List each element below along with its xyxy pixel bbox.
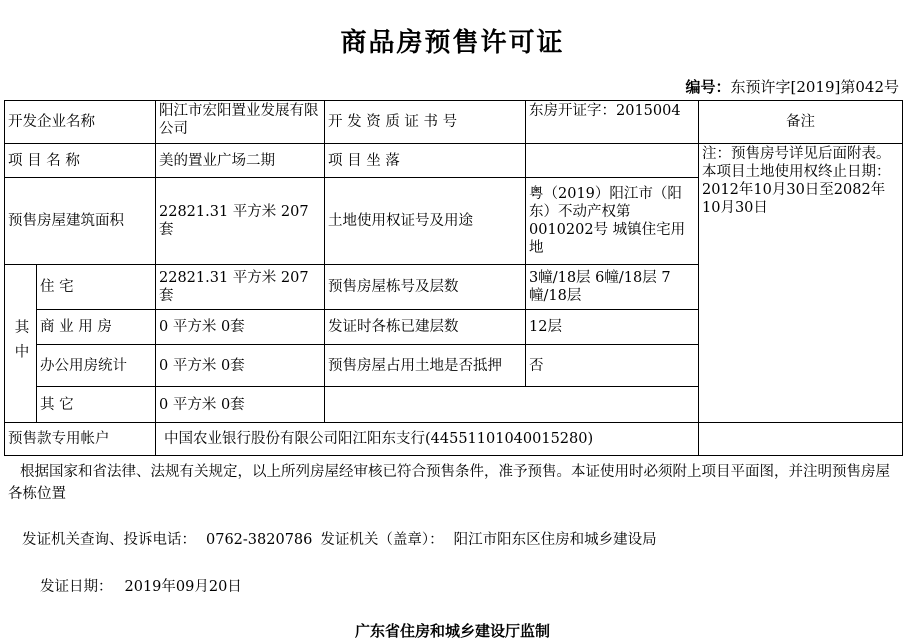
license-table xyxy=(4,100,903,456)
qualification-label: 开 发 资 质 证 书 号 xyxy=(324,100,526,144)
project-name-label: 项 目 名 称 xyxy=(4,143,156,178)
project-name-value: 美的置业广场二期 xyxy=(155,143,325,178)
certificate-title: 商品房预售许可证 xyxy=(340,28,565,58)
commercial-value: 0 平方米 0套 xyxy=(155,309,325,345)
developer-value: 阳江市宏阳置业发展有限公司 xyxy=(155,100,325,144)
mortgage-value: 否 xyxy=(525,344,699,387)
area-label: 预售房屋建筑面积 xyxy=(4,177,156,265)
account-value: 中国农业银行股份有限公司阳江阳东支行(44551101040015280) xyxy=(155,422,699,456)
account-label: 预售款专用帐户 xyxy=(4,422,156,456)
number-label: 编号： xyxy=(685,78,731,96)
phone-label: 发证机关查询、投诉电话： xyxy=(22,532,196,548)
commercial-label: 商 业 用 房 xyxy=(36,309,156,345)
issue-date-line xyxy=(40,576,540,598)
certificate-number xyxy=(685,76,899,97)
number-value: 东预许字[2019]第042号 xyxy=(730,78,899,96)
qizhong-label: 其中 xyxy=(4,264,37,423)
blank-cell xyxy=(324,386,699,423)
location-label: 项 目 坐 落 xyxy=(324,143,526,178)
issue-date-label: 发证日期： xyxy=(40,579,113,595)
residential-label: 住 宅 xyxy=(36,264,156,310)
buildings-label: 预售房屋栋号及层数 xyxy=(324,264,526,310)
authority-label: 发证机关（盖章）： xyxy=(320,532,444,548)
office-value: 0 平方米 0套 xyxy=(155,344,325,387)
developer-label: 开发企业名称 xyxy=(4,100,156,144)
other-label: 其 它 xyxy=(36,386,156,423)
qualification-value: 东房开证字：2015004 xyxy=(525,100,699,144)
remarks-value: 注：预售房号详见后面附表。 本项目土地使用权终止日期：2012年10月30日至2082年10月30日 xyxy=(698,143,903,423)
mortgage-label: 预售房屋占用土地是否抵押 xyxy=(324,344,526,387)
issue-date-value: 2019年09月20日 xyxy=(124,579,242,595)
land-label: 土地使用权证号及用途 xyxy=(324,177,526,265)
floors-label: 发证时各栋已建层数 xyxy=(324,309,526,345)
buildings-value: 3幢/18层 6幢/18层 7幢/18层 xyxy=(525,264,699,310)
phone-number: 0762-3820786 xyxy=(206,532,313,548)
statement-text: 根据国家和省法律、法规有关规定，以上所列房屋经审核已符合预售条件，准予预售。本证使用时必须附上项目平面图，并注明预售房屋各栋位置 xyxy=(8,464,890,502)
other-value: 0 平方米 0套 xyxy=(155,386,325,423)
floors-value: 12层 xyxy=(525,309,699,345)
area-value: 22821.31 平方米 207 套 xyxy=(155,177,325,265)
contact-line xyxy=(22,529,892,551)
office-label: 办公用房统计 xyxy=(36,344,156,387)
remarks-label: 备注 xyxy=(698,100,903,144)
location-value xyxy=(525,143,699,178)
residential-value: 22821.31 平方米 207 套 xyxy=(155,264,325,310)
authority-name: 阳江市阳东区住房和城乡建设局 xyxy=(453,532,657,548)
remarks-bottom-cell xyxy=(698,422,903,456)
supervisor-footer: 广东省住房和城乡建设厅监制 xyxy=(354,622,550,640)
land-value: 粤（2019）阳江市（阳东）不动产权第0010202号 城镇住宅用地 xyxy=(525,177,699,265)
